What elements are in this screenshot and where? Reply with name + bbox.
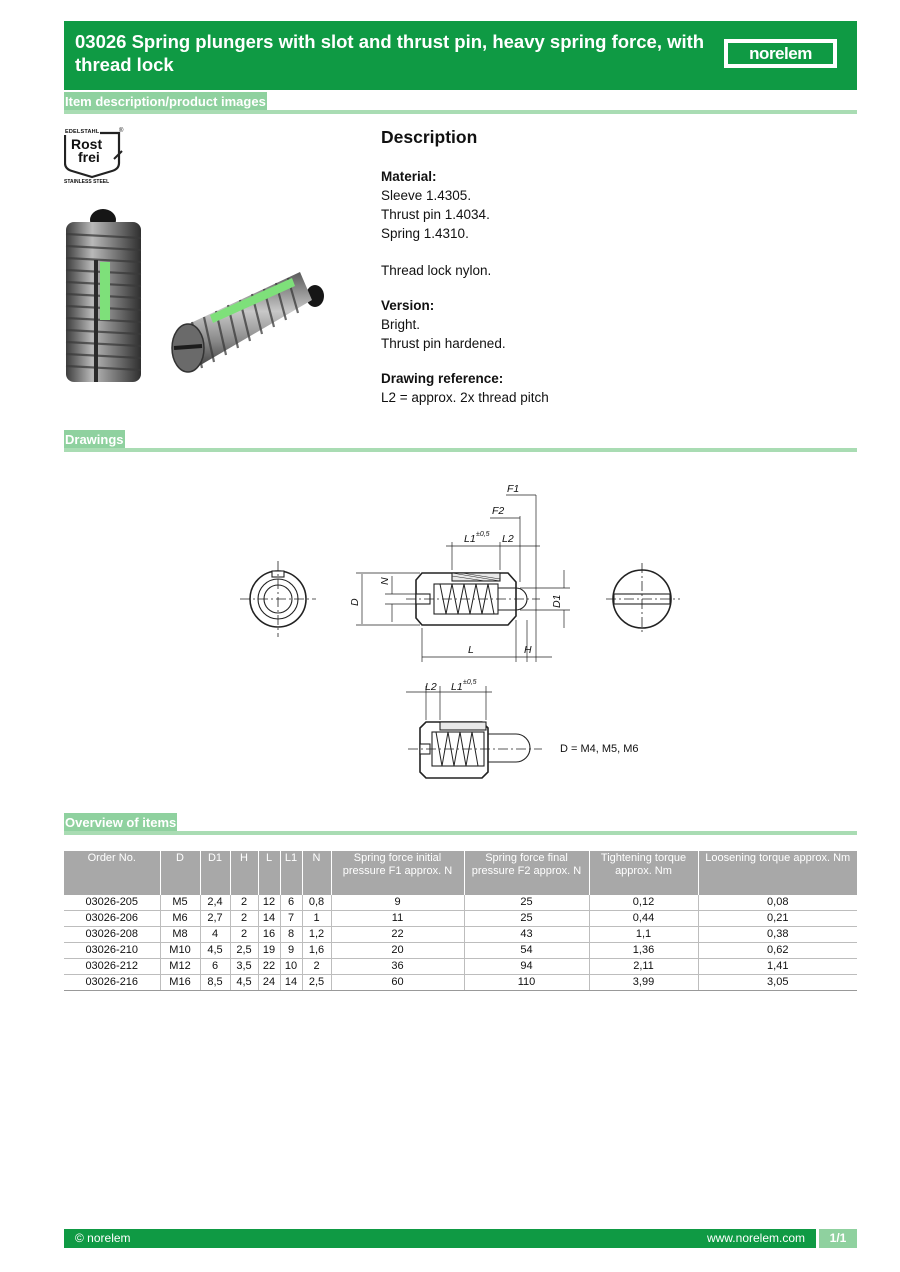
table-cell: 6	[200, 959, 230, 975]
table-cell: 0,12	[589, 895, 698, 911]
column-header: H	[230, 851, 258, 895]
version-block	[381, 296, 841, 353]
table-cell: M10	[160, 943, 200, 959]
material-line: Spring 1.4310.	[381, 226, 469, 241]
section-title: Overview of items	[65, 815, 177, 830]
table-cell: 2	[230, 911, 258, 927]
description-panel	[381, 128, 841, 423]
table-cell: 2,7	[200, 911, 230, 927]
table-cell: 25	[464, 895, 589, 911]
table-cell: 1,41	[698, 959, 857, 975]
table-cell: 1	[302, 911, 331, 927]
table-cell: 22	[258, 959, 280, 975]
dim-f2-label: F2	[492, 505, 505, 517]
version-line: Thrust pin hardened.	[381, 336, 506, 351]
badge-bottom-text: STAINLESS STEEL	[64, 179, 110, 185]
section-divider	[64, 448, 857, 452]
section-divider	[64, 110, 857, 114]
small-variant-note: D = M4, M5, M6	[560, 743, 639, 755]
table-cell: 9	[331, 895, 464, 911]
drawing-reference-block	[381, 369, 841, 407]
column-header: Loosening torque approx. Nm	[698, 851, 857, 895]
table-cell: 03026-210	[64, 943, 160, 959]
column-header: Tightening torque approx. Nm	[589, 851, 698, 895]
table-cell: 1,2	[302, 927, 331, 943]
table-cell: 60	[331, 975, 464, 991]
dim-small-tolerance-label: ±0,5	[463, 679, 477, 686]
material-label: Material:	[381, 169, 437, 184]
section-item-description	[64, 92, 857, 114]
logo-text: norelem	[728, 43, 833, 64]
table-cell: 4,5	[230, 975, 258, 991]
table-cell: 43	[464, 927, 589, 943]
table-cell: 2	[230, 927, 258, 943]
table-cell: 16	[258, 927, 280, 943]
table-row	[64, 975, 857, 991]
footer-page-number: 1/1	[819, 1229, 857, 1248]
drawing-reference-label: Drawing reference:	[381, 371, 504, 386]
table-cell: 3,99	[589, 975, 698, 991]
table-cell: 4,5	[200, 943, 230, 959]
table-cell: 11	[331, 911, 464, 927]
table-cell: 8	[280, 927, 302, 943]
section-overview	[64, 813, 857, 835]
section-title: Drawings	[65, 432, 124, 447]
table-cell: 1,36	[589, 943, 698, 959]
column-header: Spring force initial pressure F1 approx. N	[331, 851, 464, 895]
table-cell: M16	[160, 975, 200, 991]
table-cell: 2,5	[230, 943, 258, 959]
table-cell: 03026-205	[64, 895, 160, 911]
table-cell: 03026-206	[64, 911, 160, 927]
page-footer	[64, 1229, 857, 1248]
items-table	[64, 851, 857, 991]
page-title: 03026 Spring plungers with slot and thrust pin, heavy spring force, with thread lock	[75, 31, 705, 75]
table-cell: 12	[258, 895, 280, 911]
table-cell: 03026-212	[64, 959, 160, 975]
table-cell: 2	[230, 895, 258, 911]
footer-bar	[64, 1229, 816, 1248]
column-header: D1	[200, 851, 230, 895]
table-header-row	[64, 851, 857, 895]
table-cell: 19	[258, 943, 280, 959]
dim-h-label: H	[524, 644, 532, 656]
table-cell: 25	[464, 911, 589, 927]
table-cell: M8	[160, 927, 200, 943]
material-line: Thrust pin 1.4034.	[381, 207, 490, 222]
table-row	[64, 895, 857, 911]
column-header: N	[302, 851, 331, 895]
section-divider	[64, 831, 857, 835]
table-cell: 3,5	[230, 959, 258, 975]
dim-l2-label: L2	[502, 533, 514, 545]
table-cell: 110	[464, 975, 589, 991]
column-header: D	[160, 851, 200, 895]
badge-rost: Rost	[71, 136, 103, 152]
material-block	[381, 167, 841, 280]
material-line: Sleeve 1.4305.	[381, 188, 472, 203]
drawing-reference-text: L2 = approx. 2x thread pitch	[381, 390, 549, 405]
table-cell: 2,5	[302, 975, 331, 991]
table-cell: 10	[280, 959, 302, 975]
section-drawings	[64, 430, 857, 452]
dim-l1-label: L1	[464, 533, 476, 545]
technical-drawing	[230, 470, 690, 790]
dim-n-label: N	[379, 577, 391, 585]
table-cell: 0,62	[698, 943, 857, 959]
table-cell: 7	[280, 911, 302, 927]
table-row	[64, 959, 857, 975]
table-cell: 24	[258, 975, 280, 991]
badge-frei: frei	[78, 149, 100, 165]
product-image	[60, 200, 325, 395]
version-label: Version:	[381, 298, 435, 313]
table-cell: 0,21	[698, 911, 857, 927]
table-cell: 0,38	[698, 927, 857, 943]
table-cell: 36	[331, 959, 464, 975]
table-row	[64, 943, 857, 959]
table-cell: M6	[160, 911, 200, 927]
column-header: Order No.	[64, 851, 160, 895]
column-header: L	[258, 851, 280, 895]
dim-tolerance-label: ±0,5	[476, 531, 490, 538]
table-cell: 0,8	[302, 895, 331, 911]
badge-top-text: EDELSTAHL	[65, 129, 100, 135]
version-line: Bright.	[381, 317, 421, 332]
table-cell: 2,4	[200, 895, 230, 911]
table-cell: M12	[160, 959, 200, 975]
table-cell: 0,08	[698, 895, 857, 911]
dim-d-label: D	[349, 598, 361, 606]
footer-copyright: © norelem	[75, 1231, 131, 1245]
thread-lock-line: Thread lock nylon.	[381, 263, 492, 278]
table-cell: 14	[280, 975, 302, 991]
table-cell: 2	[302, 959, 331, 975]
norelem-logo	[724, 39, 837, 68]
table-cell: 4	[200, 927, 230, 943]
table-cell: 14	[258, 911, 280, 927]
table-cell: 54	[464, 943, 589, 959]
column-header: L1	[280, 851, 302, 895]
table-cell: 0,44	[589, 911, 698, 927]
table-row	[64, 911, 857, 927]
table-cell: 1,1	[589, 927, 698, 943]
table-cell: 03026-208	[64, 927, 160, 943]
table-cell: 6	[280, 895, 302, 911]
table-cell: 2,11	[589, 959, 698, 975]
table-cell: 22	[331, 927, 464, 943]
table-row	[64, 927, 857, 943]
dim-f1-label: F1	[507, 483, 520, 495]
section-title: Item description/product images	[65, 94, 266, 109]
footer-website-link[interactable]: www.norelem.com	[706, 1231, 805, 1245]
table-cell: 1,6	[302, 943, 331, 959]
table-cell: 8,5	[200, 975, 230, 991]
dim-d1-label: D1	[551, 594, 563, 608]
page-header	[64, 21, 857, 90]
dim-small-l2-label: L2	[425, 681, 437, 693]
dim-l-label: L	[468, 644, 474, 656]
badge-registered: ®	[119, 128, 124, 134]
table-cell: 3,05	[698, 975, 857, 991]
description-heading: Description	[381, 127, 478, 147]
table-cell: 9	[280, 943, 302, 959]
table-cell: M5	[160, 895, 200, 911]
dim-small-l1-label: L1	[451, 681, 463, 693]
table-cell: 03026-216	[64, 975, 160, 991]
stainless-steel-badge	[64, 129, 128, 187]
table-cell: 94	[464, 959, 589, 975]
table-cell: 20	[331, 943, 464, 959]
column-header: Spring force final pressure F2 approx. N	[464, 851, 589, 895]
